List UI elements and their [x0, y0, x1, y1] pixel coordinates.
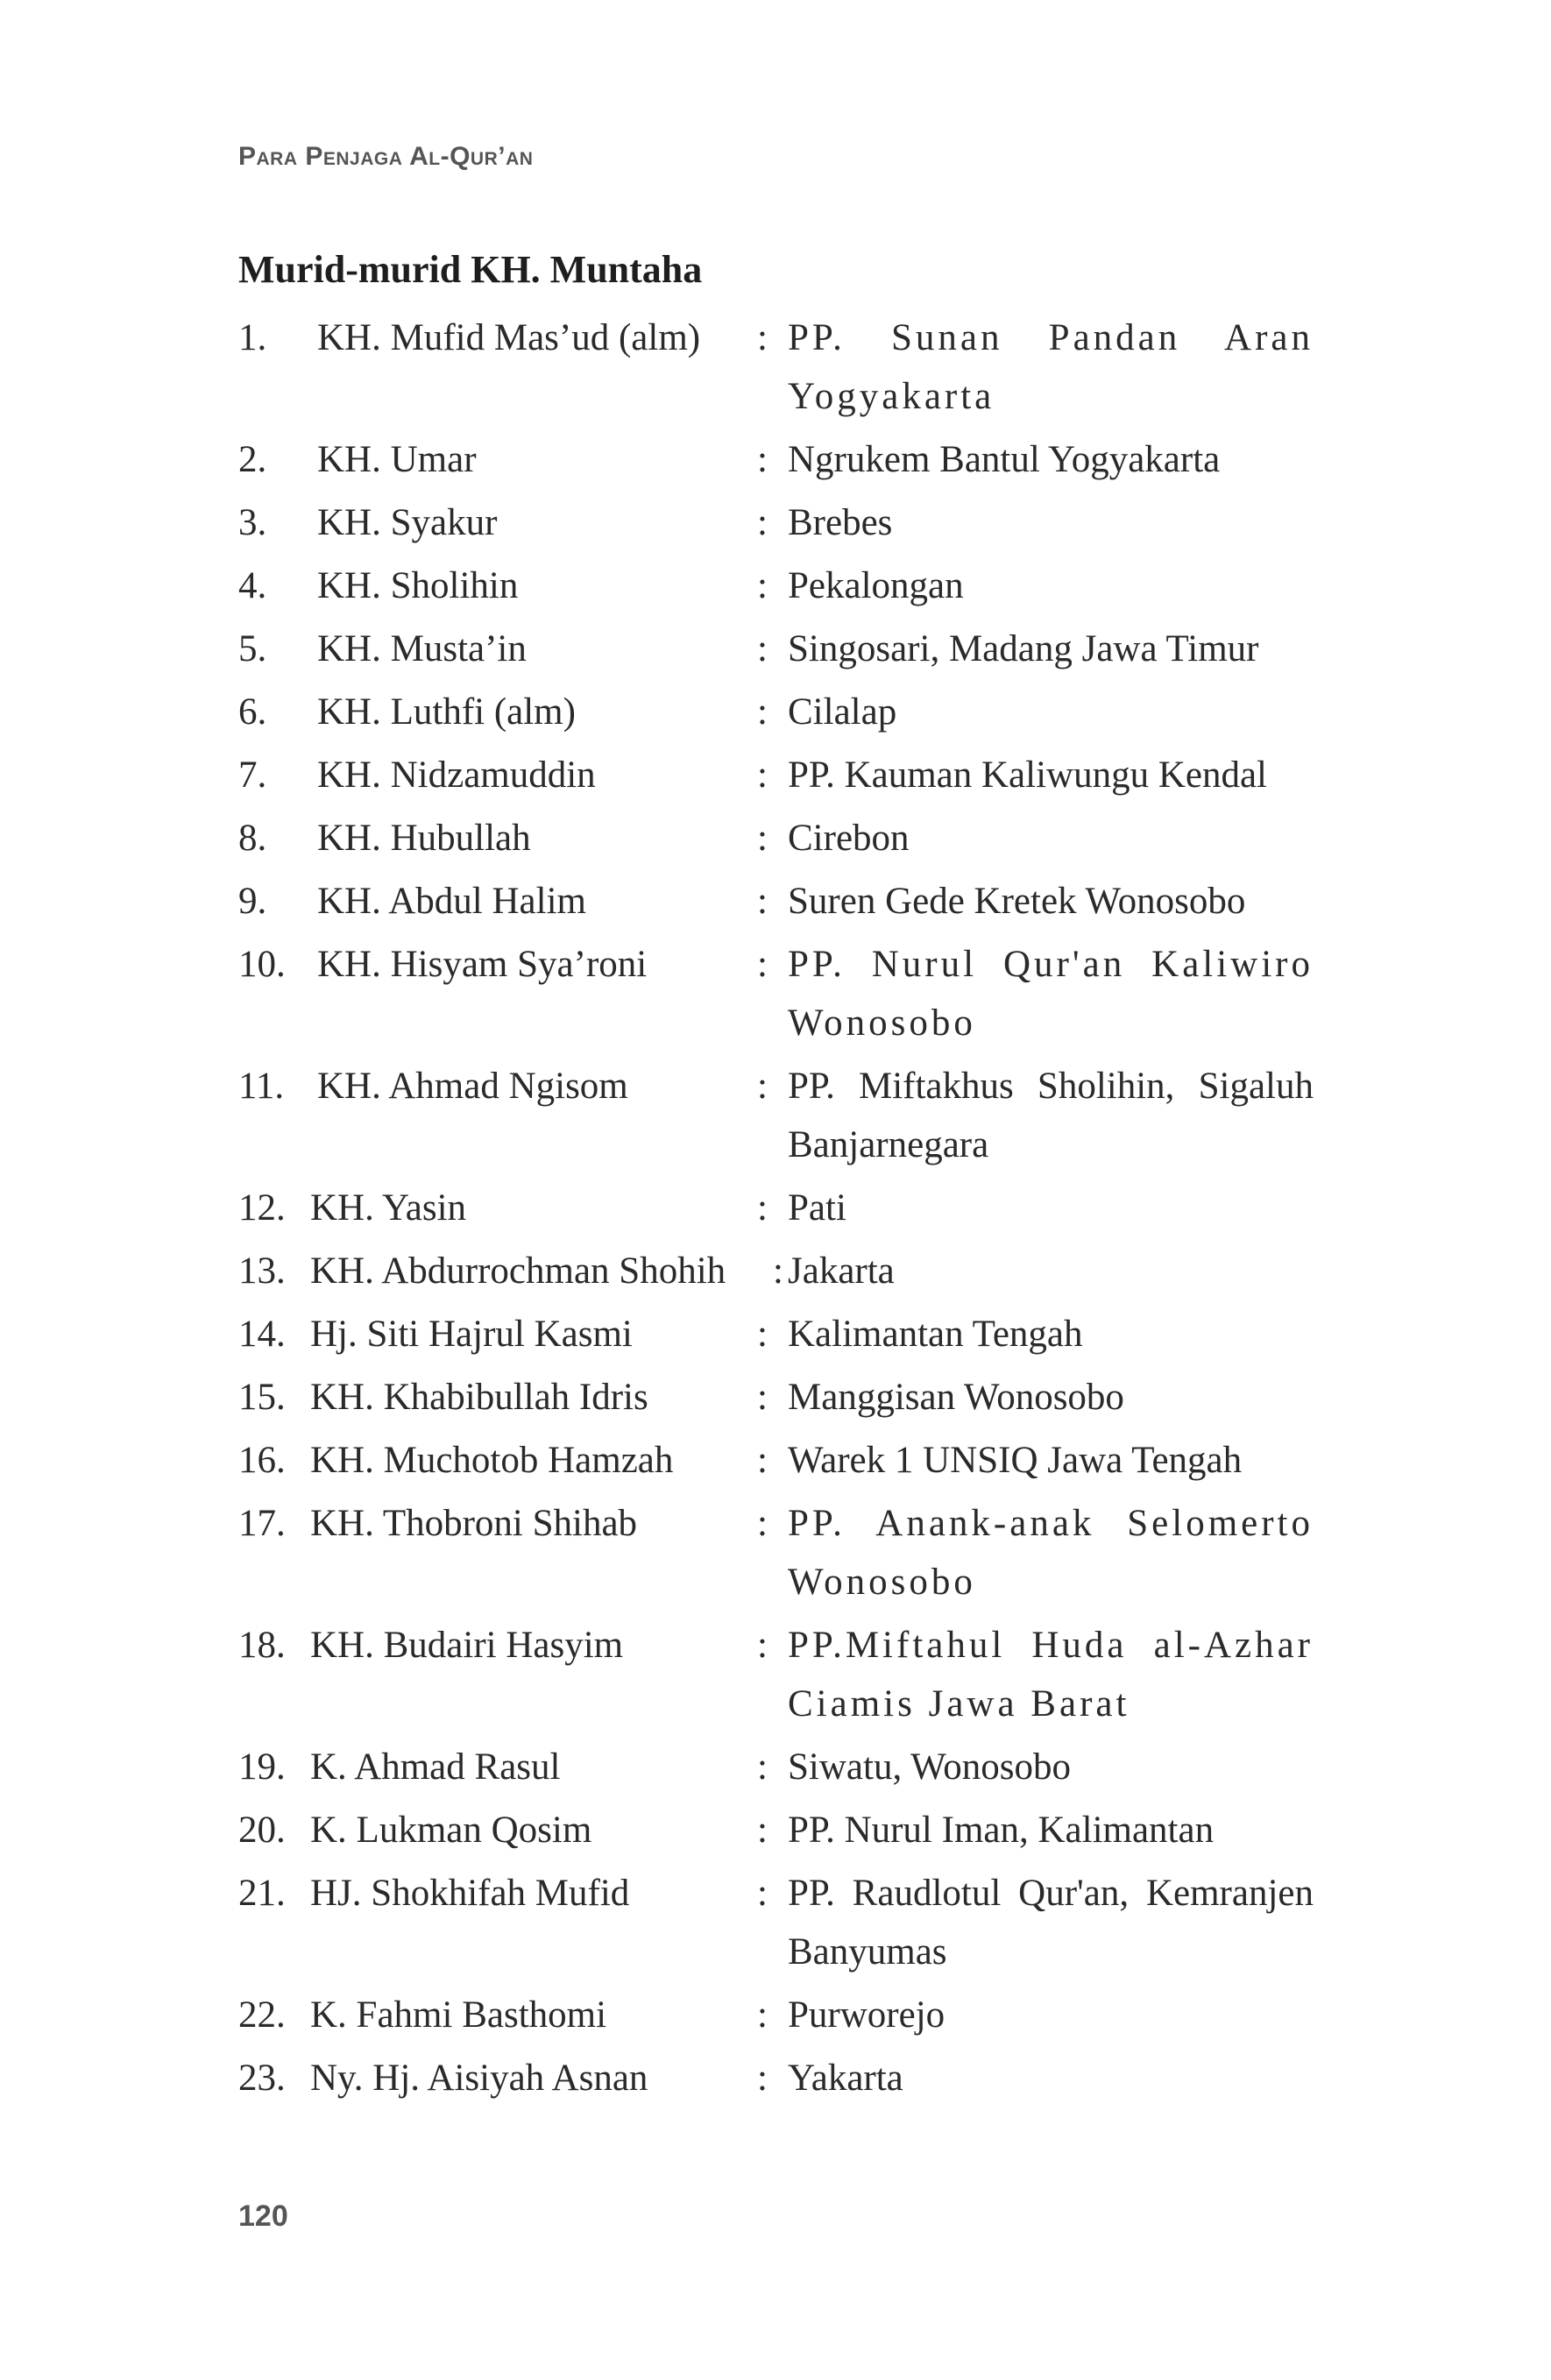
item-number: 22. [238, 1994, 286, 2036]
student-name: KH. Thobroni Shihab [310, 1503, 638, 1544]
item-number: 2. [238, 439, 267, 480]
colon-separator: : [757, 1503, 768, 1544]
student-name: KH. Abdul Halim [317, 881, 586, 922]
list-item [238, 809, 1316, 868]
colon-separator: : [773, 1250, 783, 1292]
colon-separator: : [757, 1873, 768, 1914]
student-place: Siwatu, Wonosobo [788, 1746, 1072, 1788]
student-name: K. Lukman Qosim [310, 1810, 592, 1851]
student-name: HJ. Shokhifah Mufid [310, 1873, 630, 1914]
colon-separator: : [757, 1994, 768, 2036]
item-number: 12. [238, 1187, 286, 1229]
student-name: KH. Hisyam Sya’roni [317, 944, 648, 985]
student-name: KH. Hubullah [317, 818, 531, 859]
student-place: Cirebon [788, 818, 910, 859]
item-number: 4. [238, 565, 267, 606]
student-name: KH. Budairi Hasyim [310, 1625, 624, 1666]
student-place: Suren Gede Kretek Wonosobo [788, 881, 1246, 922]
list-item [238, 935, 1316, 1052]
list-item [238, 1242, 1316, 1300]
colon-separator: : [757, 1625, 768, 1666]
student-name: KH. Luthfi (alm) [317, 691, 576, 733]
student-name: KH. Nidzamuddin [317, 754, 596, 796]
colon-separator: : [757, 818, 768, 859]
student-place: Brebes [788, 502, 893, 543]
student-place: Yakarta [788, 2058, 903, 2099]
student-place: PP. Sunan Pandan Aran Yogyakarta [788, 317, 1314, 417]
student-place: Ngrukem Bantul Yogyakarta [788, 439, 1221, 480]
list-item [238, 308, 1316, 426]
colon-separator: : [757, 691, 768, 733]
colon-separator: : [757, 2058, 768, 2099]
student-place: PP. Miftakhus Sholihin, Sigaluh Banjarnegara [788, 1066, 1314, 1165]
student-place: PP. Anank-anak Selomerto Wonosobo [788, 1503, 1314, 1603]
item-number: 11. [238, 1066, 285, 1107]
student-place: PP. Nurul Qur'an Kaliwiro Wonosobo [788, 944, 1314, 1044]
student-list [238, 308, 1316, 2112]
list-item [238, 620, 1316, 678]
student-name: KH. Mufid Mas’ud (alm) [317, 317, 701, 358]
student-name: KH. Yasin [310, 1187, 467, 1229]
item-number: 16. [238, 1440, 286, 1481]
item-number: 10. [238, 944, 286, 985]
item-number: 18. [238, 1625, 286, 1666]
colon-separator: : [757, 1187, 768, 1229]
list-item [238, 1431, 1316, 1490]
item-number: 7. [238, 754, 267, 796]
item-number: 13. [238, 1250, 286, 1292]
colon-separator: : [757, 565, 768, 606]
student-place: Jakarta [788, 1250, 895, 1292]
student-place: PP.Miftahul Huda al-Azhar Ciamis Jawa Barat [788, 1625, 1314, 1725]
student-name: KH. Khabibullah Idris [310, 1377, 648, 1418]
item-number: 14. [238, 1314, 286, 1355]
colon-separator: : [757, 439, 768, 480]
student-place: Pekalongan [788, 565, 964, 606]
colon-separator: : [757, 1746, 768, 1788]
list-item [238, 683, 1316, 741]
student-place: Singosari, Madang Jawa Timur [788, 628, 1259, 669]
item-number: 20. [238, 1810, 286, 1851]
item-number: 5. [238, 628, 267, 669]
list-item [238, 2049, 1316, 2107]
colon-separator: : [757, 1440, 768, 1481]
student-place: Purworejo [788, 1994, 945, 2036]
item-number: 15. [238, 1377, 286, 1418]
list-item [238, 1368, 1316, 1427]
list-item [238, 1986, 1316, 2044]
page-number: 120 [238, 2199, 288, 2233]
student-name: Hj. Siti Hajrul Kasmi [310, 1314, 633, 1355]
list-item [238, 1179, 1316, 1237]
item-number: 19. [238, 1746, 286, 1788]
list-item [238, 493, 1316, 552]
item-number: 8. [238, 818, 267, 859]
student-name: K. Ahmad Rasul [310, 1746, 561, 1788]
student-name: KH. Abdurrochman Shohih [310, 1250, 726, 1292]
student-name: KH. Sholihin [317, 565, 519, 606]
student-place: PP. Raudlotul Qur'an, Kemranjen Banyumas [788, 1873, 1314, 1973]
list-item [238, 1057, 1316, 1174]
colon-separator: : [757, 754, 768, 796]
student-place: Manggisan Wonosobo [788, 1377, 1124, 1418]
colon-separator: : [757, 502, 768, 543]
item-number: 21. [238, 1873, 286, 1914]
list-item [238, 872, 1316, 931]
colon-separator: : [757, 1810, 768, 1851]
list-item [238, 746, 1316, 804]
student-place: Pati [788, 1187, 846, 1229]
item-number: 1. [238, 317, 267, 358]
student-name: KH. Umar [317, 439, 477, 480]
list-item [238, 1801, 1316, 1859]
running-head: Para Penjaga Al-Qur’an [238, 142, 534, 171]
list-item [238, 1305, 1316, 1364]
student-name: KH. Muchotob Hamzah [310, 1440, 674, 1481]
list-item [238, 1494, 1316, 1611]
section-title: Murid-murid KH. Muntaha [238, 248, 703, 291]
list-item [238, 1616, 1316, 1733]
colon-separator: : [757, 944, 768, 985]
colon-separator: : [757, 628, 768, 669]
list-item [238, 556, 1316, 615]
student-place: PP. Nurul Iman, Kalimantan [788, 1810, 1215, 1851]
colon-separator: : [757, 1314, 768, 1355]
student-place: Kalimantan Tengah [788, 1314, 1083, 1355]
item-number: 17. [238, 1503, 286, 1544]
student-name: K. Fahmi Basthomi [310, 1994, 607, 2036]
list-item [238, 1738, 1316, 1796]
item-number: 23. [238, 2058, 286, 2099]
item-number: 3. [238, 502, 267, 543]
student-name: KH. Syakur [317, 502, 498, 543]
student-name: Ny. Hj. Aisiyah Asnan [310, 2058, 648, 2099]
colon-separator: : [757, 317, 768, 358]
list-item [238, 430, 1316, 489]
student-place: Cilalap [788, 691, 897, 733]
student-name: KH. Musta’in [317, 628, 527, 669]
colon-separator: : [757, 881, 768, 922]
item-number: 9. [238, 881, 267, 922]
colon-separator: : [757, 1377, 768, 1418]
student-place: Warek 1 UNSIQ Jawa Tengah [788, 1440, 1243, 1481]
student-place: PP. Kauman Kaliwungu Kendal [788, 754, 1267, 796]
list-item [238, 1864, 1316, 1981]
colon-separator: : [757, 1066, 768, 1107]
student-name: KH. Ahmad Ngisom [317, 1066, 628, 1107]
item-number: 6. [238, 691, 267, 733]
